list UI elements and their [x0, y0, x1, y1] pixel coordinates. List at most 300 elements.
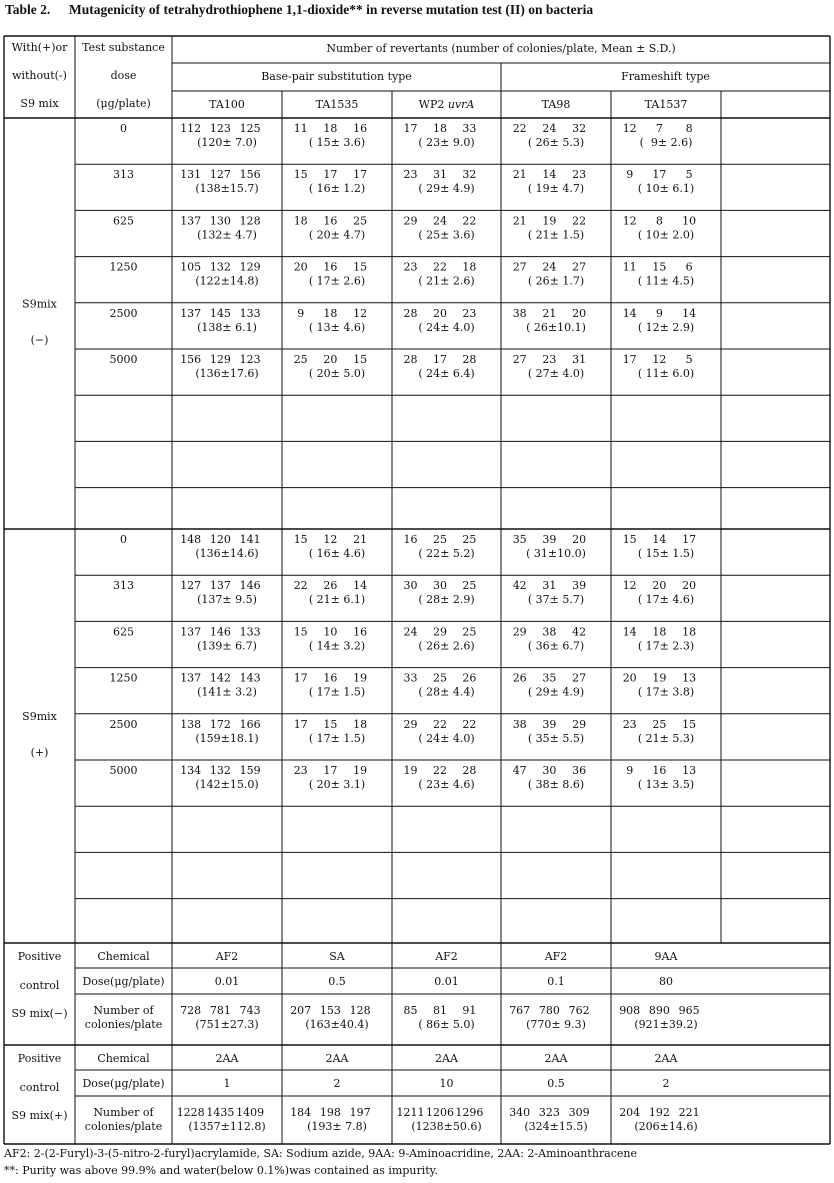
strain-4-count-2: 31 [542, 579, 557, 593]
revertants-header: Number of revertants (number of colonies/plate, Mean ± S.D.) [326, 42, 676, 55]
strain-1-count-1: 156 [180, 353, 202, 366]
positive-chemical-1: 2AA [215, 1052, 239, 1065]
positive-strain-1-mean-sd: (1357±112.8) [188, 1120, 266, 1133]
strain-3-count-2: 22 [432, 260, 447, 274]
strain-5-count-1: 12 [622, 214, 637, 228]
dose-row-label: Dose(μg/plate) [82, 975, 165, 988]
table-number: Table 2. [5, 2, 51, 17]
strain-4-count-1: 26 [512, 671, 527, 685]
strain-2-mean-sd: ( 13± 4.6) [308, 320, 366, 334]
strain-2-count-3: 18 [353, 717, 368, 731]
strain-3-count-2: 30 [432, 579, 447, 593]
strain-3-count-1: 23 [403, 260, 418, 274]
strain-1-count-2: 123 [209, 122, 231, 135]
positive-strain-2-count-2: 198 [319, 1106, 341, 1119]
strain-1-count-1: 137 [180, 625, 202, 639]
positive-strain-3-count-3: 91 [462, 1004, 477, 1017]
strain-2-mean-sd: ( 20± 5.0) [308, 367, 366, 380]
strain-4-mean-sd: ( 29± 4.9) [527, 685, 585, 699]
strain-2-mean-sd: ( 20± 3.1) [308, 778, 366, 791]
strain-5-count-1: 9 [626, 168, 634, 182]
dose-value: 0 [120, 533, 127, 546]
strain-5-count-3: 13 [682, 764, 697, 777]
strain-4-mean-sd: ( 26± 5.3) [527, 136, 585, 149]
strain-5-count-1: 11 [622, 260, 637, 274]
strain-1-count-1: 137 [180, 214, 202, 228]
strain-3-mean-sd: ( 29± 4.9) [418, 182, 475, 196]
strain-5-count-3: 8 [685, 122, 693, 135]
strain-1-count-2: 132 [209, 260, 231, 274]
strain-2-count-2: 18 [323, 122, 338, 135]
strain-3-count-1: 16 [403, 533, 418, 546]
strain-5-mean-sd: ( 11± 6.0) [637, 367, 695, 380]
strain-4-count-1: 21 [512, 168, 527, 182]
strain-3-count-1: 28 [403, 353, 418, 366]
positive-strain-5-count-3: 221 [678, 1106, 700, 1119]
strain-1-count-2: 145 [209, 306, 231, 320]
positive-chemical-3: 2AA [435, 1052, 458, 1065]
strain-5-count-2: 8 [655, 214, 663, 228]
number-row-label: Number of [93, 1004, 154, 1017]
dose-value: 313 [113, 579, 134, 593]
strain-2-count-1: 23 [293, 764, 308, 777]
positive-chemical-4: 2AA [544, 1052, 568, 1065]
strain-5-count-3: 14 [682, 306, 697, 320]
strain-5-count-2: 17 [652, 168, 667, 182]
strain-3-count-3: 33 [462, 122, 477, 135]
positive-strain-3-count-1: 85 [403, 1004, 418, 1017]
strain-header-3: WP2 uvrA [418, 98, 475, 111]
strain-2-count-2: 17 [323, 168, 338, 182]
strain-1-count-2: 142 [209, 671, 231, 685]
strain-4-count-2: 23 [542, 353, 557, 366]
positive-strain-1-count-3: 1409 [236, 1106, 265, 1119]
strain-4-count-3: 39 [572, 579, 587, 593]
strain-4-count-2: 24 [542, 122, 557, 135]
positive-control-s9: S9 mix(+) [11, 1109, 68, 1122]
strain-3-mean-sd: ( 25± 3.6) [418, 228, 475, 242]
strain-5-count-3: 17 [682, 533, 697, 546]
positive-control-s9: S9 mix(−) [11, 1007, 68, 1020]
strain-5-count-2: 20 [652, 579, 667, 593]
strain-2-count-2: 18 [323, 306, 338, 320]
positive-strain-4-count-1: 767 [509, 1004, 531, 1017]
strain-1-count-2: 146 [209, 625, 231, 639]
strain-1-count-2: 129 [209, 353, 231, 366]
positive-dose-4: 0.1 [547, 975, 565, 988]
strain-3-count-2: 29 [432, 625, 447, 639]
positive-strain-5-count-2: 192 [648, 1106, 670, 1119]
strain-5-count-1: 15 [622, 533, 637, 546]
positive-chemical-5: 9AA [654, 950, 678, 963]
strain-4-count-1: 47 [512, 764, 527, 777]
strain-4-count-2: 38 [542, 625, 557, 639]
base-pair-type-header: Base-pair substitution type [261, 70, 412, 83]
positive-strain-1-count-2: 1435 [206, 1106, 235, 1119]
strain-3-mean-sd: ( 22± 5.2) [418, 547, 475, 560]
strain-5-count-3: 5 [685, 168, 693, 182]
strain-5-count-1: 14 [622, 306, 637, 320]
positive-strain-4-mean-sd: (324±15.5) [524, 1120, 588, 1133]
strain-4-count-3: 20 [572, 533, 587, 546]
strain-5-mean-sd: ( 13± 3.5) [637, 778, 695, 791]
strain-3-mean-sd: ( 24± 4.0) [418, 731, 475, 745]
positive-strain-1-count-2: 781 [209, 1004, 231, 1017]
strain-4-count-2: 24 [542, 260, 557, 274]
strain-5-count-3: 18 [682, 625, 697, 639]
strain-1-mean-sd: (142±15.0) [195, 778, 259, 791]
strain-4-mean-sd: ( 38± 8.6) [527, 778, 585, 791]
strain-5-count-2: 12 [652, 353, 667, 366]
positive-strain-2-mean-sd: (163±40.4) [305, 1018, 369, 1031]
strain-3-count-2: 18 [432, 122, 447, 135]
strain-2-count-1: 25 [293, 353, 308, 366]
positive-chemical-1: AF2 [215, 950, 239, 963]
strain-3-count-3: 25 [462, 579, 477, 593]
strain-2-mean-sd: ( 15± 3.6) [308, 136, 366, 149]
strain-4-count-3: 36 [572, 764, 587, 777]
strain-3-count-2: 20 [432, 306, 447, 320]
strain-2-mean-sd: ( 21± 6.1) [308, 593, 366, 607]
s9mix-group-label: S9mix [22, 710, 57, 723]
dose-value: 1250 [109, 260, 138, 274]
strain-1-count-3: 123 [239, 353, 261, 366]
positive-control-label-2: control [19, 1081, 60, 1094]
strain-header-5: TA1537 [644, 98, 688, 111]
strain-3-count-2: 22 [432, 717, 447, 731]
dose-value: 625 [113, 214, 134, 228]
positive-chemical-4: AF2 [544, 950, 568, 963]
dose-value: 1250 [109, 671, 138, 685]
dose-value: 0 [120, 122, 127, 135]
strain-1-count-3: 141 [239, 533, 261, 546]
strain-3-count-3: 22 [462, 717, 477, 731]
strain-3-count-2: 24 [432, 214, 447, 228]
positive-strain-1-count-3: 743 [239, 1004, 261, 1017]
positive-strain-4-mean-sd: (770± 9.3) [526, 1018, 586, 1031]
strain-3-count-2: 22 [432, 764, 447, 777]
strain-2-count-3: 14 [353, 579, 368, 593]
positive-dose-4: 0.5 [547, 1077, 565, 1090]
strain-4-count-3: 27 [572, 260, 587, 274]
s9mix-group-sign: (−) [30, 333, 49, 347]
strain-1-mean-sd: (120± 7.0) [197, 136, 257, 149]
strain-4-mean-sd: ( 26±10.1) [526, 320, 586, 334]
strain-4-count-1: 38 [512, 306, 527, 320]
strain-1-count-3: 166 [239, 717, 261, 731]
positive-strain-3-mean-sd: ( 86± 5.0) [418, 1018, 475, 1031]
strain-3-count-3: 32 [462, 168, 477, 182]
strain-2-count-1: 15 [293, 533, 308, 546]
strain-3-mean-sd: ( 26± 2.6) [418, 639, 475, 653]
strain-5-count-3: 13 [682, 671, 697, 685]
chemical-row-label: Chemical [97, 950, 150, 963]
strain-4-count-2: 14 [542, 168, 557, 182]
strain-1-count-3: 143 [239, 671, 261, 685]
strain-3-mean-sd: ( 24± 4.0) [418, 320, 475, 334]
strain-3-count-1: 30 [403, 579, 418, 593]
strain-1-count-1: 138 [180, 717, 202, 731]
strain-4-count-3: 29 [572, 717, 587, 731]
positive-strain-4-count-1: 340 [509, 1106, 531, 1119]
dose-header-line3: (μg/plate) [96, 97, 151, 110]
positive-dose-5: 2 [662, 1077, 670, 1090]
strain-5-mean-sd: ( 21± 5.3) [637, 731, 695, 745]
dose-value: 2500 [109, 306, 138, 320]
strain-3-count-3: 28 [462, 353, 477, 366]
dose-value: 313 [113, 168, 134, 182]
strain-5-count-3: 15 [682, 717, 697, 731]
strain-2-count-3: 15 [353, 353, 368, 366]
strain-4-mean-sd: ( 35± 5.5) [527, 731, 585, 745]
positive-strain-1-count-1: 1228 [176, 1106, 205, 1119]
strain-4-count-3: 31 [572, 353, 587, 366]
strain-3-count-1: 29 [403, 214, 418, 228]
positive-chemical-3: AF2 [435, 950, 458, 963]
strain-5-count-2: 7 [655, 122, 663, 135]
strain-2-count-1: 9 [297, 306, 305, 320]
positive-dose-2: 0.5 [328, 975, 346, 988]
strain-5-count-1: 20 [622, 671, 637, 685]
strain-5-count-3: 10 [682, 214, 697, 228]
strain-header-2: TA1535 [315, 98, 359, 111]
positive-strain-2-count-1: 184 [290, 1106, 312, 1119]
strain-3-count-2: 17 [432, 353, 447, 366]
strain-1-mean-sd: (141± 3.2) [197, 685, 257, 699]
strain-4-count-2: 39 [542, 717, 557, 731]
strain-5-count-1: 12 [622, 122, 637, 135]
frameshift-type-header: Frameshift type [621, 70, 710, 83]
strain-1-count-2: 172 [209, 717, 231, 731]
positive-strain-4-count-3: 309 [568, 1106, 590, 1119]
strain-1-mean-sd: (137± 9.5) [197, 593, 257, 607]
strain-3-mean-sd: ( 28± 4.4) [418, 685, 475, 699]
strain-4-count-2: 21 [542, 306, 557, 320]
strain-4-mean-sd: ( 37± 5.7) [527, 593, 585, 607]
strain-1-count-2: 130 [209, 214, 231, 228]
strain-2-mean-sd: ( 16± 1.2) [308, 182, 366, 196]
positive-strain-4-count-2: 780 [538, 1004, 560, 1017]
strain-2-count-1: 17 [293, 671, 308, 685]
dose-row-label: Dose(μg/plate) [82, 1077, 165, 1090]
strain-1-count-1: 137 [180, 306, 202, 320]
strain-4-count-1: 21 [512, 214, 527, 228]
strain-2-count-2: 12 [323, 533, 338, 546]
strain-1-count-1: 134 [180, 764, 202, 777]
strain-5-count-2: 15 [652, 260, 667, 274]
strain-5-count-2: 14 [652, 533, 667, 546]
strain-3-count-1: 29 [403, 717, 418, 731]
footnote-abbreviations: AF2: 2-(2-Furyl)-3-(5-nitro-2-furyl)acrylamide, SA: Sodium azide, 9AA: 9-Aminoacridine, 2AA: 2-Aminoanthracene [4, 1147, 637, 1160]
strain-4-count-1: 29 [512, 625, 527, 639]
strain-4-count-1: 27 [512, 353, 527, 366]
strain-2-count-2: 20 [323, 353, 338, 366]
strain-4-mean-sd: ( 26± 1.7) [527, 274, 585, 288]
strain-3-count-3: 25 [462, 625, 477, 639]
strain-5-count-2: 9 [655, 306, 663, 320]
positive-strain-5-count-3: 965 [678, 1004, 700, 1017]
strain-4-count-1: 27 [512, 260, 527, 274]
strain-4-count-3: 20 [572, 306, 587, 320]
strain-4-count-3: 42 [572, 625, 587, 639]
strain-2-count-2: 16 [323, 671, 338, 685]
dose-value: 625 [113, 625, 134, 639]
strain-1-count-3: 133 [239, 306, 261, 320]
positive-dose-2: 2 [333, 1077, 341, 1090]
strain-2-count-3: 19 [353, 671, 368, 685]
strain-3-count-1: 17 [403, 122, 418, 135]
strain-1-count-1: 137 [180, 671, 202, 685]
strain-5-count-3: 5 [685, 353, 693, 366]
positive-strain-2-count-3: 197 [349, 1106, 371, 1119]
strain-5-count-1: 12 [622, 579, 637, 593]
positive-dose-1: 0.01 [214, 975, 240, 988]
strain-3-count-1: 19 [403, 764, 418, 777]
strain-1-count-2: 127 [209, 168, 231, 182]
positive-strain-5-mean-sd: (921±39.2) [634, 1018, 698, 1031]
positive-strain-1-mean-sd: (751±27.3) [195, 1018, 259, 1031]
strain-4-count-3: 22 [572, 214, 587, 228]
strain-4-count-2: 35 [542, 671, 557, 685]
strain-2-count-3: 12 [353, 306, 368, 320]
strain-2-mean-sd: ( 20± 4.7) [308, 228, 366, 242]
strain-5-mean-sd: ( 15± 1.5) [637, 547, 695, 560]
strain-1-count-2: 120 [209, 533, 231, 546]
strain-2-mean-sd: ( 17± 1.5) [308, 685, 366, 699]
s9mix-group-label: S9mix [22, 297, 57, 311]
strain-5-mean-sd: ( 10± 6.1) [637, 182, 695, 196]
positive-chemical-5: 2AA [654, 1052, 678, 1065]
strain-5-count-3: 20 [682, 579, 697, 593]
strain-1-mean-sd: (136±17.6) [195, 367, 259, 380]
strain-2-count-3: 21 [353, 533, 368, 546]
strain-3-count-1: 28 [403, 306, 418, 320]
strain-5-count-2: 16 [652, 764, 667, 777]
strain-5-count-1: 23 [622, 717, 637, 731]
strain-3-count-2: 25 [432, 671, 447, 685]
strain-2-mean-sd: ( 14± 3.2) [308, 639, 366, 653]
strain-3-count-3: 28 [462, 764, 477, 777]
s9mix-group-sign: (+) [30, 746, 49, 759]
strain-1-count-1: 148 [180, 533, 202, 546]
positive-strain-3-count-2: 1206 [425, 1106, 454, 1119]
strain-4-count-2: 39 [542, 533, 557, 546]
strain-1-count-1: 127 [180, 579, 202, 593]
s9-header-line3: S9 mix [20, 97, 59, 110]
strain-5-count-1: 14 [622, 625, 637, 639]
strain-1-mean-sd: (122±14.8) [195, 274, 259, 288]
strain-2-count-1: 17 [293, 717, 308, 731]
strain-2-count-3: 16 [353, 625, 368, 639]
footnote-purity: **: Purity was above 99.9% and water(below 0.1%)was contained as impurity. [4, 1164, 438, 1177]
table-caption: Mutagenicity of tetrahydrothiophene 1,1-dioxide** in reverse mutation test (II) on bacteria [69, 2, 594, 17]
strain-3-mean-sd: ( 23± 4.6) [418, 778, 475, 791]
strain-2-count-3: 15 [353, 260, 368, 274]
strain-5-mean-sd: ( 17± 2.3) [637, 639, 695, 653]
strain-5-mean-sd: ( 17± 4.6) [637, 593, 695, 607]
positive-control-label: Positive [17, 950, 62, 963]
strain-1-mean-sd: (139± 6.7) [197, 639, 257, 653]
strain-1-count-3: 133 [239, 625, 261, 639]
strain-2-count-1: 11 [293, 122, 308, 135]
positive-dose-3: 0.01 [434, 975, 459, 988]
positive-strain-2-count-3: 128 [349, 1004, 371, 1017]
dose-value: 5000 [109, 764, 138, 777]
strain-1-count-3: 146 [239, 579, 261, 593]
positive-dose-1: 1 [223, 1077, 231, 1090]
strain-1-mean-sd: (132± 4.7) [197, 228, 257, 242]
strain-2-count-1: 15 [293, 625, 308, 639]
strain-1-mean-sd: (138± 6.1) [197, 320, 257, 334]
strain-4-mean-sd: ( 21± 1.5) [527, 228, 585, 242]
strain-5-count-3: 6 [685, 260, 693, 274]
positive-strain-4-count-3: 762 [568, 1004, 590, 1017]
strain-1-count-1: 105 [180, 260, 202, 274]
strain-1-count-1: 112 [180, 122, 202, 135]
strain-1-count-3: 156 [239, 168, 261, 182]
strain-3-count-2: 31 [432, 168, 447, 182]
strain-2-mean-sd: ( 17± 2.6) [308, 274, 366, 288]
strain-5-count-2: 25 [652, 717, 667, 731]
positive-strain-5-count-1: 908 [619, 1004, 641, 1017]
strain-3-count-2: 25 [432, 533, 447, 546]
strain-4-mean-sd: ( 36± 6.7) [527, 639, 585, 653]
strain-2-count-2: 17 [323, 764, 338, 777]
strain-5-mean-sd: ( 11± 4.5) [637, 274, 695, 288]
strain-3-count-3: 23 [462, 306, 477, 320]
strain-4-count-2: 30 [542, 764, 557, 777]
positive-strain-2-mean-sd: (193± 7.8) [307, 1120, 367, 1133]
strain-3-mean-sd: ( 21± 2.6) [418, 274, 475, 288]
dose-value: 2500 [109, 717, 138, 731]
strain-2-count-2: 16 [323, 260, 338, 274]
strain-2-count-2: 15 [323, 717, 338, 731]
dose-value: 5000 [109, 353, 138, 366]
strain-1-count-2: 132 [209, 764, 231, 777]
strain-2-count-1: 18 [293, 214, 308, 228]
strain-3-count-1: 23 [403, 168, 418, 182]
strain-3-count-3: 22 [462, 214, 477, 228]
strain-4-count-1: 22 [512, 122, 527, 135]
strain-5-mean-sd: ( 9± 2.6) [639, 136, 693, 149]
strain-4-mean-sd: ( 27± 4.0) [527, 367, 585, 380]
positive-chemical-2: 2AA [325, 1052, 349, 1065]
strain-header-1: TA100 [209, 98, 245, 111]
strain-3-count-3: 26 [462, 671, 477, 685]
strain-2-mean-sd: ( 16± 4.6) [308, 547, 366, 560]
positive-strain-5-count-1: 204 [619, 1106, 641, 1119]
strain-2-count-3: 19 [353, 764, 368, 777]
strain-1-count-3: 125 [239, 122, 261, 135]
positive-dose-3: 10 [439, 1077, 454, 1090]
strain-4-count-3: 27 [572, 671, 587, 685]
strain-2-count-2: 16 [323, 214, 338, 228]
strain-2-count-3: 25 [353, 214, 368, 228]
dose-header-line1: Test substance [82, 41, 165, 54]
strain-2-count-3: 16 [353, 122, 368, 135]
strain-2-count-1: 22 [293, 579, 308, 593]
strain-1-mean-sd: (138±15.7) [195, 182, 259, 196]
strain-5-count-2: 18 [652, 625, 667, 639]
strain-3-mean-sd: ( 24± 6.4) [418, 367, 475, 380]
strain-2-count-3: 17 [353, 168, 368, 182]
strain-3-mean-sd: ( 23± 9.0) [418, 136, 475, 149]
strain-5-count-2: 19 [652, 671, 667, 685]
number-row-label: Number of [93, 1106, 154, 1119]
s9-header-line1: With(+)or [11, 41, 68, 54]
strain-3-count-3: 18 [462, 260, 477, 274]
chemical-row-label: Chemical [97, 1052, 150, 1065]
